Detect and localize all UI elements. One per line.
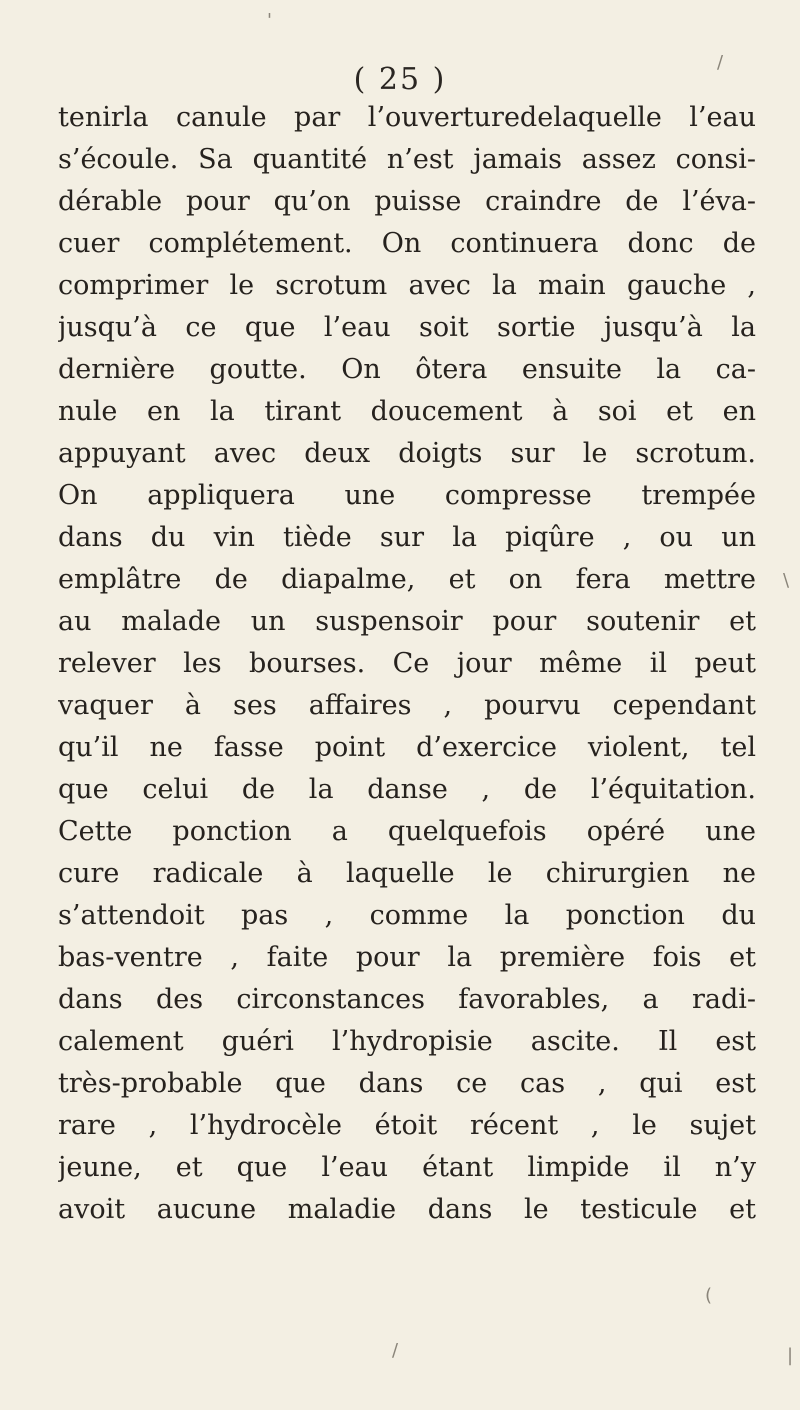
text-line: s’écoule. Sa quantité n’est jamais assez consi- [58, 144, 756, 175]
text-line: qu’il ne fasse point d’exercice violent, tel [58, 732, 756, 763]
text-line: Cette ponction a quelquefois opéré une [58, 816, 756, 847]
text-line: calement guéri l’hydropisie ascite. Il est [58, 1026, 756, 1057]
text-line: jeune, et que l’eau étant limpide il n’y [58, 1152, 756, 1183]
text-line: appuyant avec deux doigts sur le scrotum. [58, 438, 756, 469]
text-line: On appliquera une compresse trempée [58, 480, 756, 511]
text-line: que celui de la danse , de l’équitation. [58, 774, 756, 805]
text-line: tenirla canule par l’ouverturedelaquelle l’eau [58, 102, 756, 133]
body-text [58, 97, 756, 1231]
text-line: dans des circonstances favorables, a radi- [58, 984, 756, 1015]
text-line: au malade un suspensoir pour soutenir et [58, 606, 756, 637]
text-line: dernière goutte. On ôtera ensuite la ca- [58, 354, 756, 385]
paper-speck: / [717, 52, 724, 73]
paper-speck: \ [783, 570, 790, 591]
text-line: comprimer le scrotum avec la main gauche , [58, 270, 756, 301]
text-line: nule en la tirant doucement à soi et en [58, 396, 756, 427]
text-line: cure radicale à laquelle le chirurgien ne [58, 858, 756, 889]
text-line: s’attendoit pas , comme la ponction du [58, 900, 756, 931]
text-line: vaquer à ses affaires , pourvu cependant [58, 690, 756, 721]
text-line: dérable pour qu’on puisse craindre de l’éva- [58, 186, 756, 217]
text-line: relever les bourses. Ce jour même il peut [58, 648, 756, 679]
paper-speck: / [392, 1340, 399, 1361]
text-line: très-probable que dans ce cas , qui est [58, 1068, 756, 1099]
text-line: bas-ventre , faite pour la première fois et [58, 942, 756, 973]
text-line: emplâtre de diapalme, et on fera mettre [58, 564, 756, 595]
text-line: cuer complétement. On continuera donc de [58, 228, 756, 259]
paper-speck: | [787, 1345, 794, 1366]
text-line: dans du vin tiède sur la piqûre , ou un [58, 522, 756, 553]
text-line: rare , l’hydrocèle étoit récent , le sujet [58, 1110, 756, 1141]
paper-speck: ' [267, 10, 272, 31]
paper-speck: ( [705, 1285, 713, 1306]
text-line: jusqu’à ce que l’eau soit sortie jusqu’à la [58, 312, 756, 343]
text-line: avoit aucune maladie dans le testicule et [58, 1194, 756, 1225]
page-number: ( 25 ) [353, 62, 447, 97]
